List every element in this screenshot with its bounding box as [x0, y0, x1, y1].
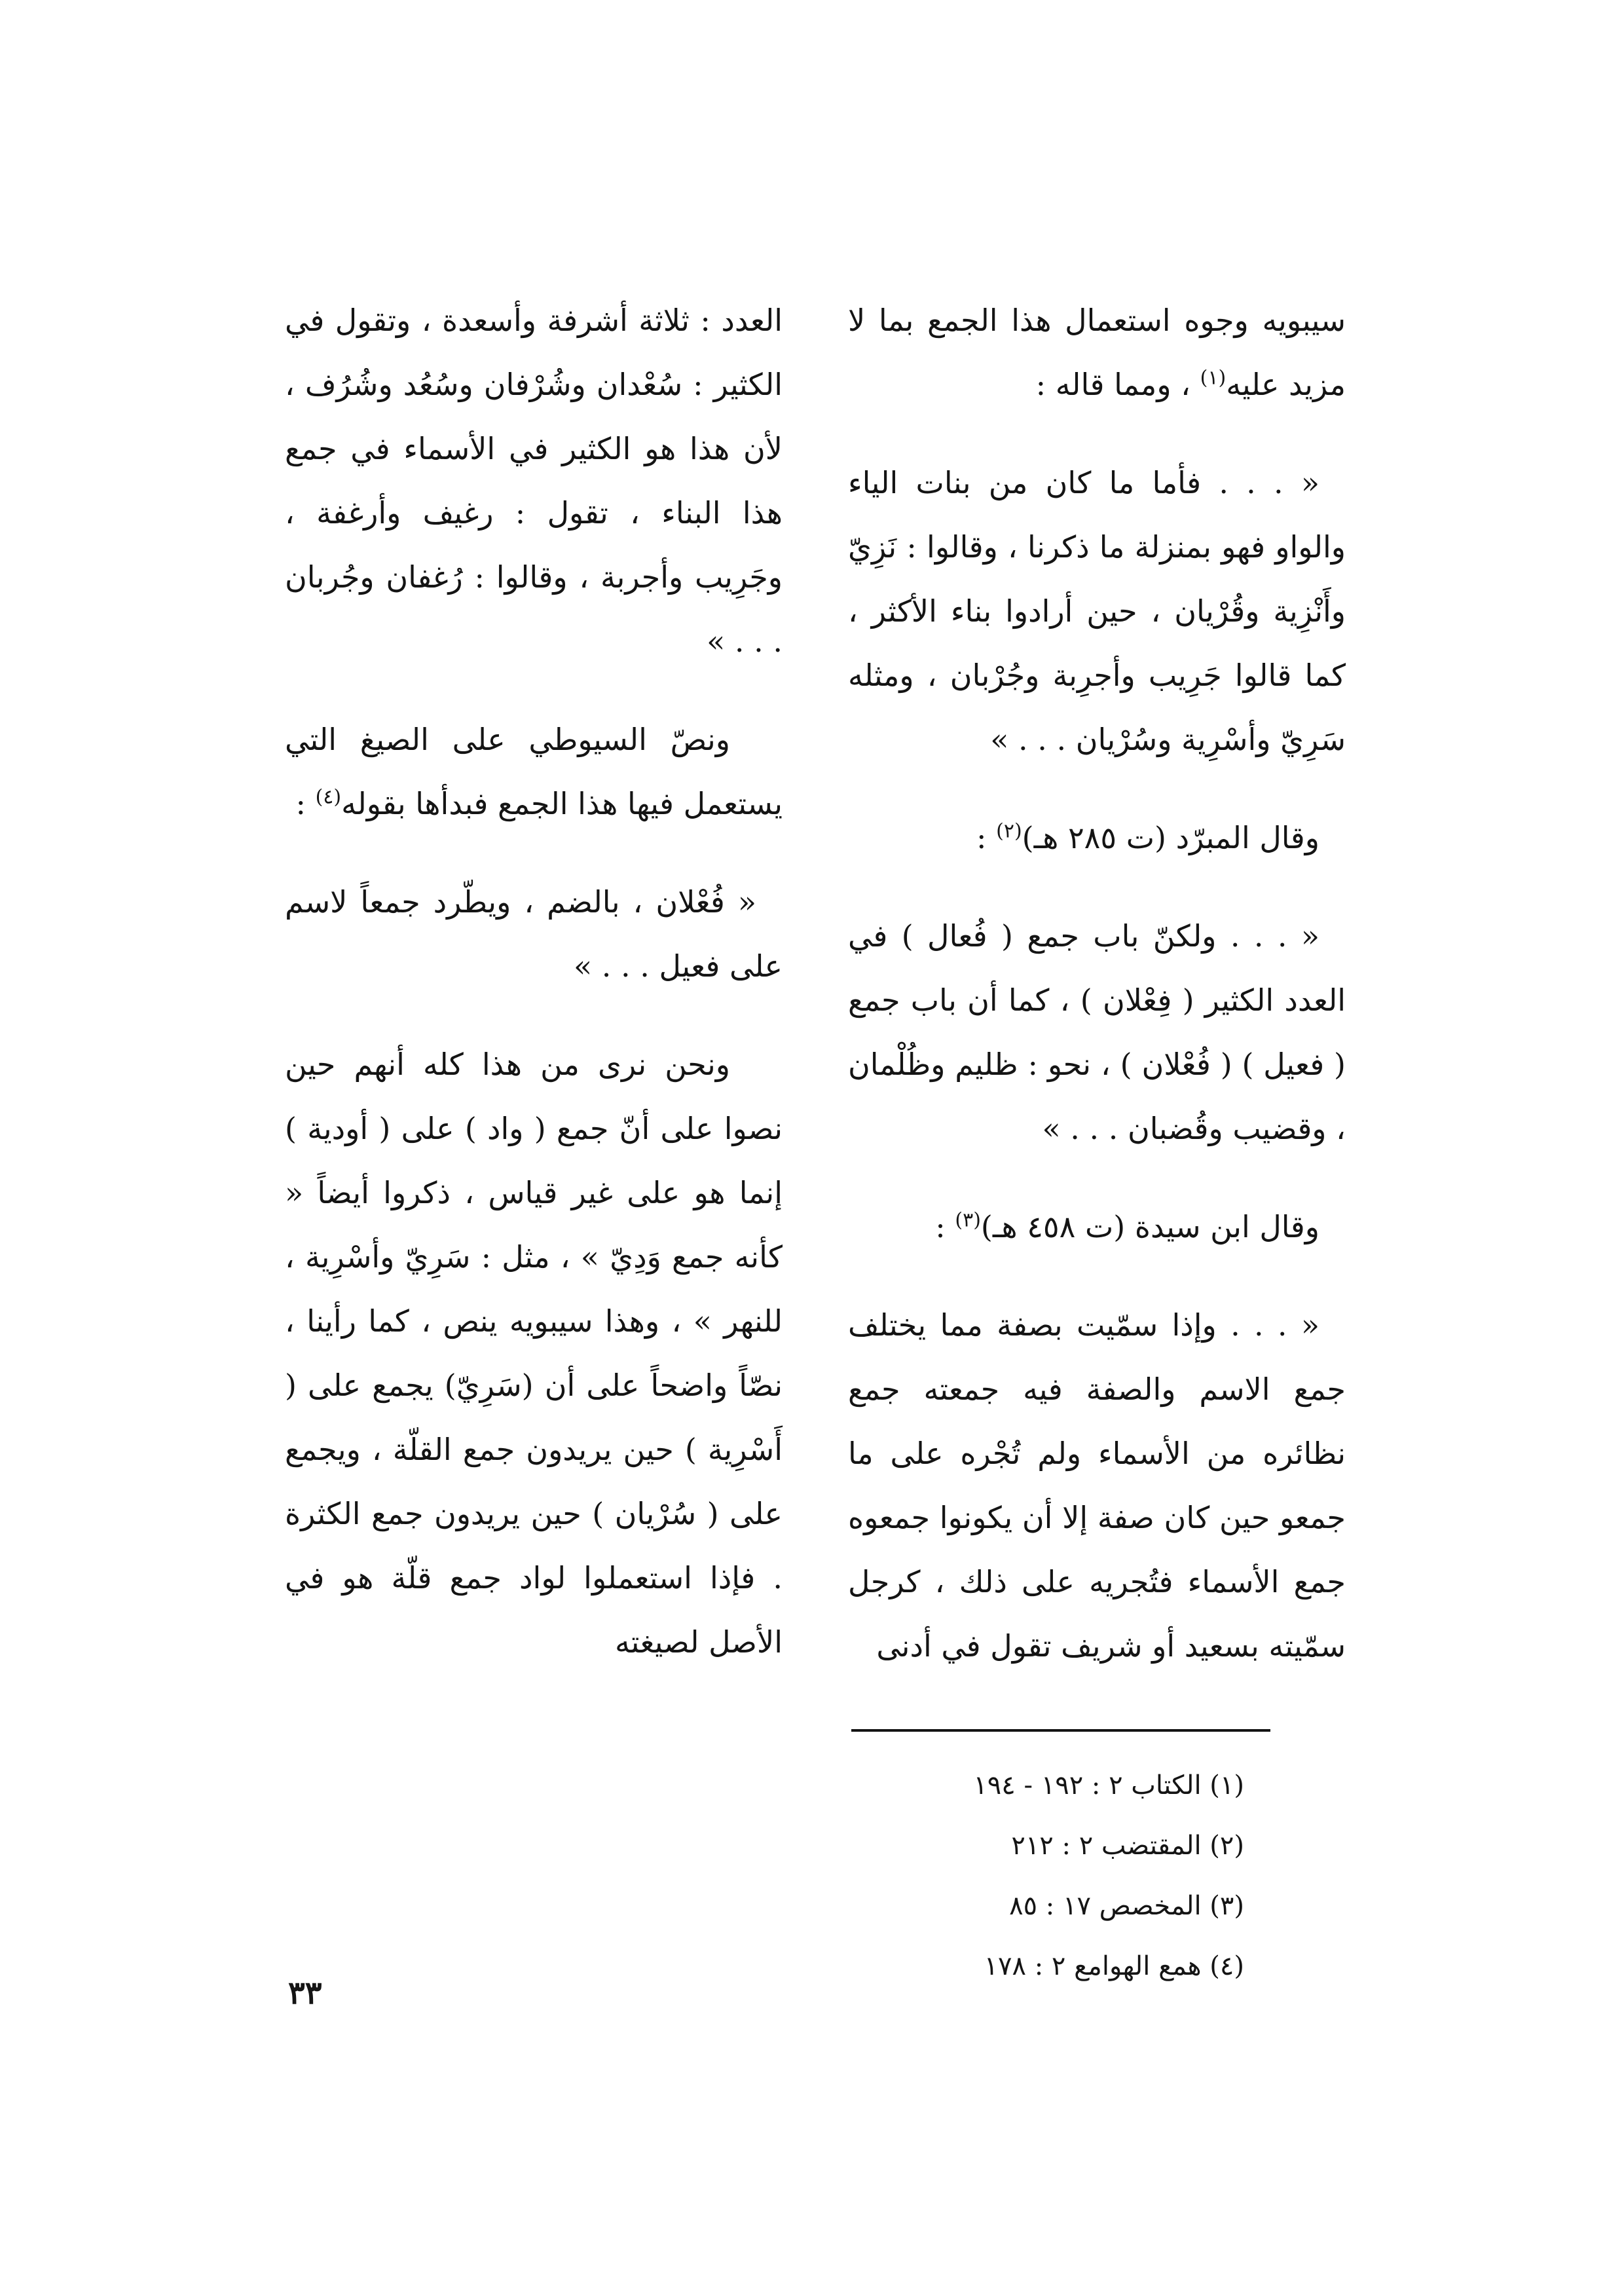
footnote: (٣) المخصص ١٧ : ٨٥ — [1009, 1891, 1244, 1921]
paragraph — [848, 288, 1346, 417]
quotation: « فُعْلان ، بالضم ، ويطّرد جمعاً لاسم على فعيل . . . » — [285, 884, 783, 984]
quotation: « . . . وإذا سمّيت بصفة مما يختلف جمع الاسم والصفة فيه جمعته جمع نظائره من الأسماء ولم تُجْره على ما جمعو حين كان صفة إلا أن يكونوا جمعوه جمع الأسماء فتُجريه على ذلك ، كرجل سمّيته بسعيد أو شريف تقول في أدنى — [848, 1307, 1346, 1664]
paragraph-text: : — [295, 786, 306, 821]
citation-heading — [848, 1195, 1346, 1259]
footnote: (٢) المقتضب ٢ : ٢١٢ — [1011, 1831, 1244, 1861]
page-number: ٣٣ — [288, 1975, 322, 2011]
footnote: (١) الكتاب ٢ : ١٩٢ - ١٩٤ — [973, 1770, 1244, 1801]
left-text-column — [285, 288, 783, 1708]
footnote-ref: (٢) — [996, 819, 1022, 843]
paragraph-text: ونصّ السيوطي على الصيغ التي يستعمل فيها هذا الجمع فبدأها بقوله — [285, 722, 783, 821]
heading-text: وقال ابن سيدة (ت ٤٥٨ هـ) — [980, 1209, 1320, 1244]
heading-text: : — [976, 820, 987, 855]
paragraph — [285, 707, 783, 836]
footnote-ref: (١) — [1200, 366, 1227, 390]
citation-heading — [848, 806, 1346, 870]
paragraph: ونحن نرى من هذا كله أنهم حين نصوا على أنّ جمع ( واد ) على ( أودية ) إنما هو على غير قياس ، ذكروا أيضاً « كأنه جمع وَدِيّ » ، مثل : سَرِيّ وأسْرِية ، للنهر » ، وهذا سيبويه ينص ، كما رأينا ، نصّاً واضحاً على أن (سَرِيّ) يجمع على ( أَسْرِية ) حين يريدون جمع القلّة ، ويجمع على ( سُرْيان ) حين يريدون جمع الكثرة . فإذا استعملوا لواد جمع قلّة هو في الأصل لصيغته — [285, 1047, 783, 1660]
quotation: « . . . ولكنّ باب جمع ( فُعال ) في العدد الكثير ( فِعْلان ) ، كما أن باب جمع ( فعيل ) ( فُعْلان ) ، نحو : ظليم وظُلْمان ، وقضيب وقُضبان . . . » — [848, 918, 1346, 1146]
right-text-column — [848, 288, 1346, 1712]
footnotes — [851, 1755, 1270, 1996]
paragraph-text: سيبويه وجوه استعمال هذا الجمع بما لا مزيد عليه — [848, 303, 1346, 402]
paragraph-text: ، ومما قاله : — [1035, 367, 1190, 402]
footnote-ref: (٣) — [955, 1208, 981, 1232]
footnote-divider — [851, 1729, 1270, 1732]
heading-text: : — [935, 1209, 946, 1244]
quotation: « . . . فأما ما كان من بنات الياء والواو فهو بمنزلة ما ذكرنا ، وقالوا : نَزِيّ وأَنْزِية وقُرْيان ، حين أرادوا بناء الأكثر ، كما قالوا جَرِيب وأجرِبة وجُرْبان ، ومثله سَرِيّ وأسْرِية وسُرْيان . . . » — [848, 465, 1346, 757]
paragraph: العدد : ثلاثة أشرفة وأسعدة ، وتقول في الكثير : سُعْدان وشُرْفان وسُعُد وشُرُف ، لأن هذا هو الكثير في الأسماء في جمع هذا البناء ، تقول : رغيف وأرغفة ، وجَرِيب وأجربة ، وقالوا : رُغفان وجُربان . . . » — [285, 303, 783, 659]
footnote: (٤) همع الهوامع ٢ : ١٧٨ — [984, 1951, 1244, 1981]
heading-text: وقال المبرّد (ت ٢٨٥ هـ) — [1022, 820, 1320, 855]
footnote-ref: (٤) — [315, 785, 342, 809]
